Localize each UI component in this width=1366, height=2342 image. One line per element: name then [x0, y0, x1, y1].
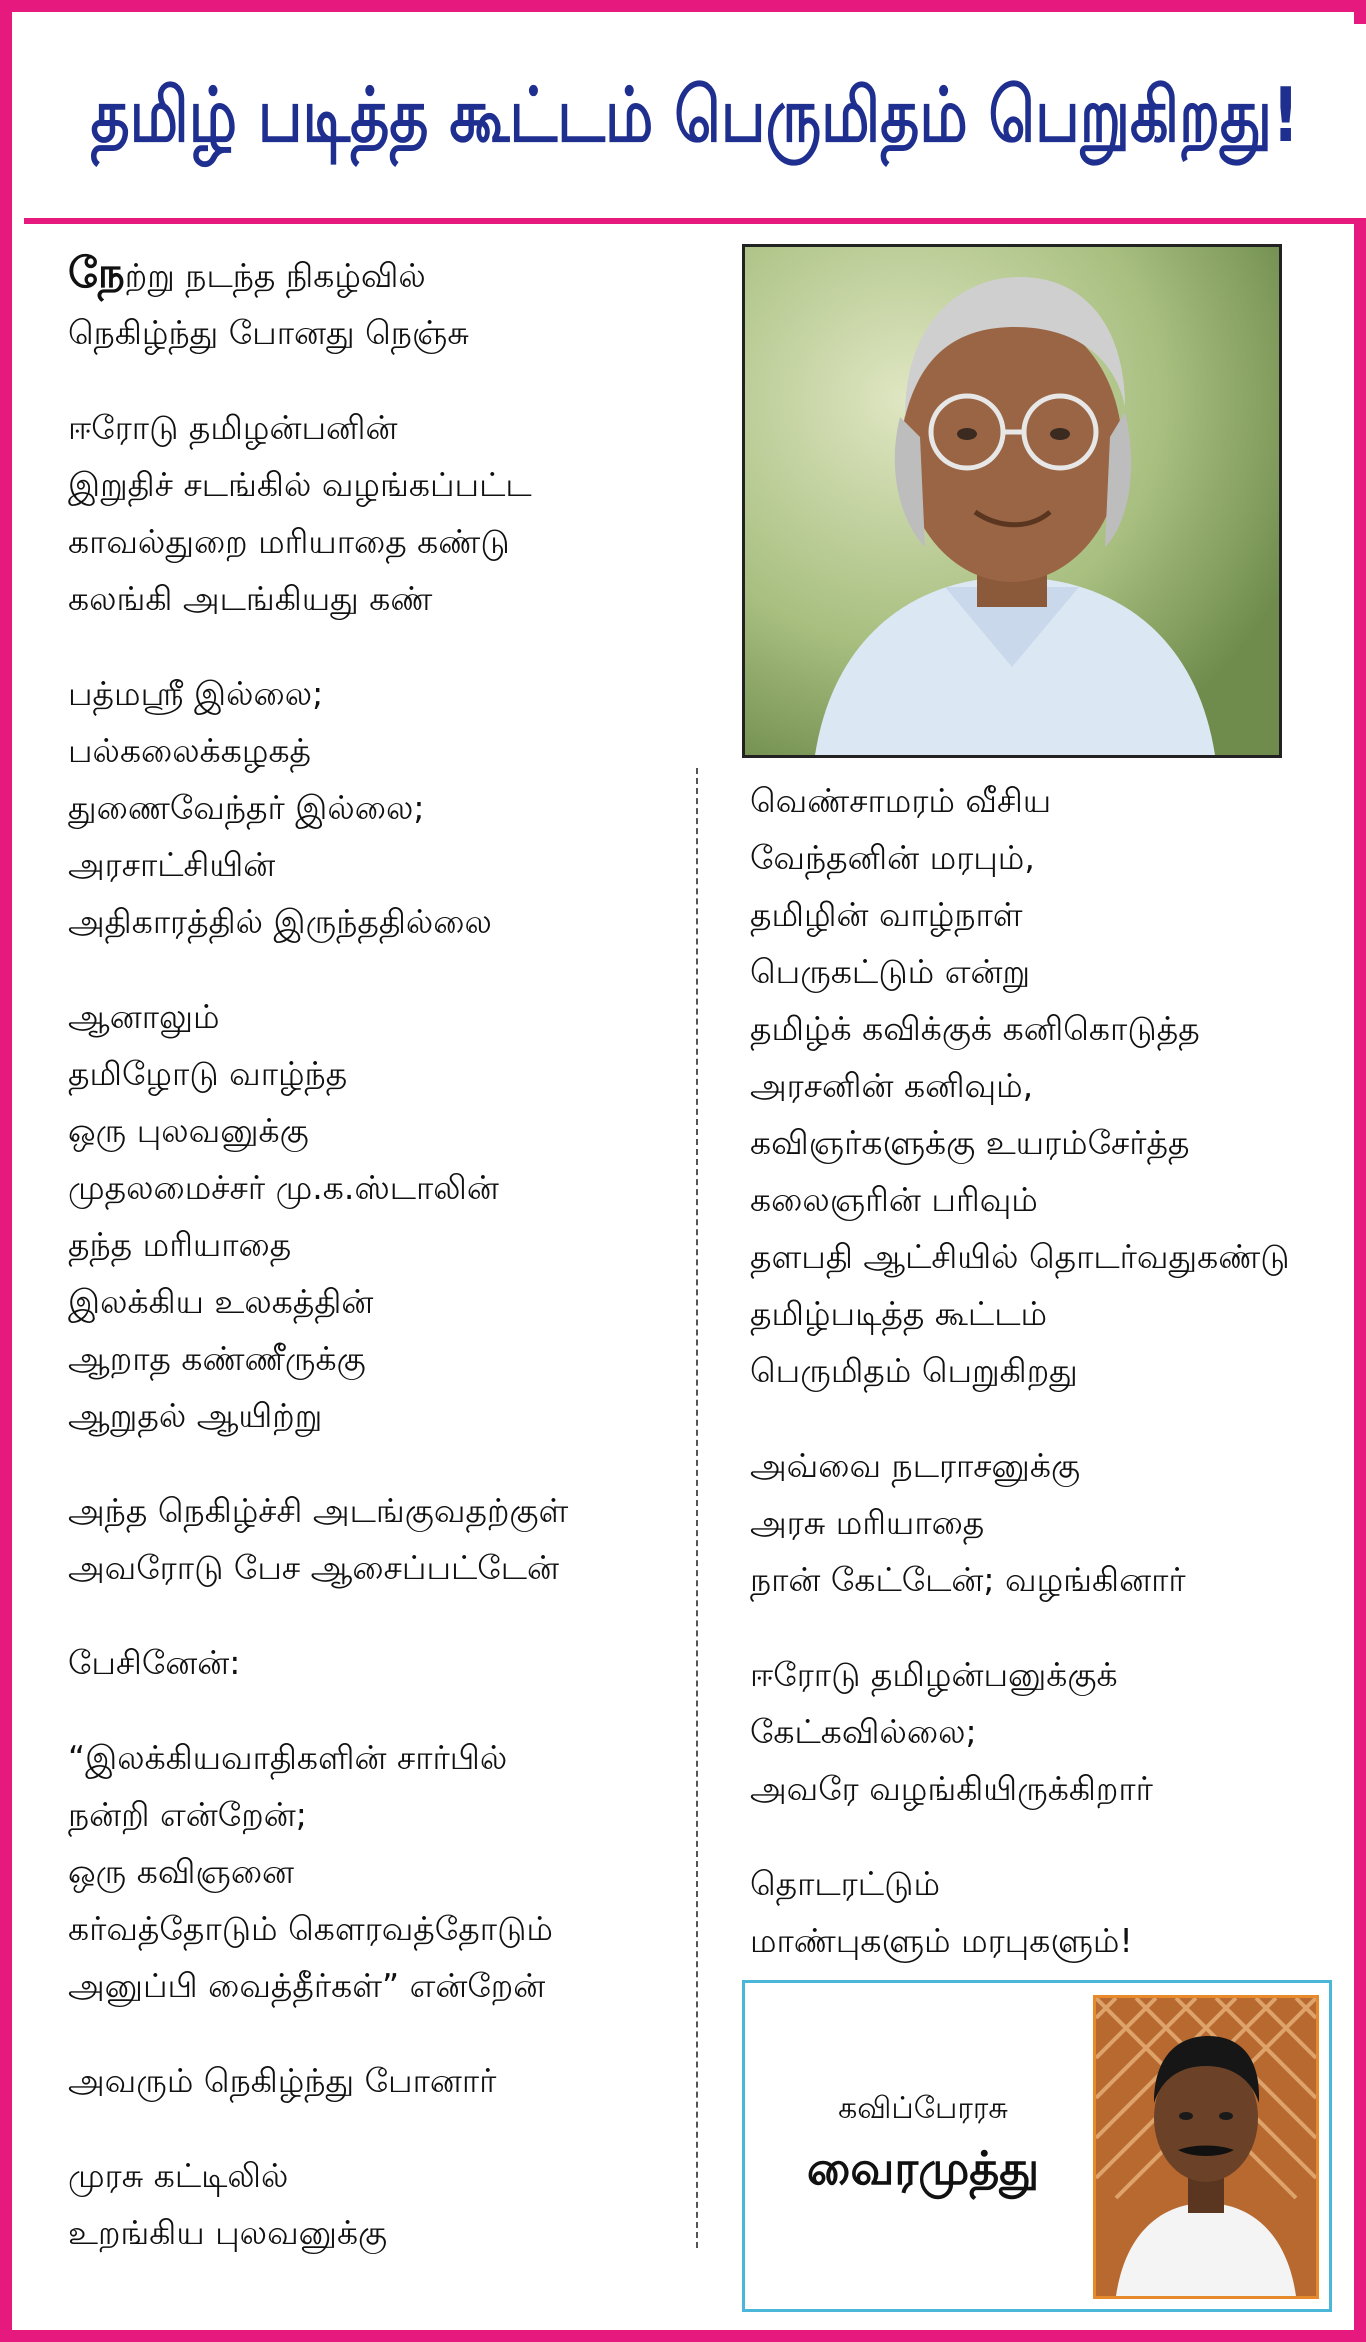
byline-box: [742, 1980, 1332, 2312]
stanza: [68, 1482, 688, 1596]
stanza: [68, 665, 688, 950]
byline-name: வைரமுத்து: [806, 2141, 1040, 2195]
poem-line: பத்மஸ்ரீ இல்லை;: [68, 674, 324, 713]
poem-line: முரசு கட்டிலில்: [68, 2156, 289, 2195]
poem-line: கர்வத்தோடும் கௌரவத்தோடும்: [68, 1909, 553, 1948]
headline-bar: [24, 24, 1366, 224]
stanza: [68, 2147, 688, 2261]
poem-line: ஆனாலும்: [68, 997, 220, 1036]
poem-line: தமிழின் வாழ்நாள்: [750, 895, 1023, 934]
poem-line: அனுப்பி வைத்தீர்கள்” என்றேன்: [68, 1966, 546, 2005]
portrait-photo: [742, 244, 1282, 758]
column-divider: [696, 768, 698, 2248]
poem-line: மாண்புகளும் மரபுகளும்!: [750, 1921, 1133, 1960]
poem-line: தமிழ்க் கவிக்குக் கனிகொடுத்த: [750, 1009, 1200, 1048]
stanza: [750, 1855, 1350, 1969]
poem-line: இறுதிச் சடங்கில் வழங்கப்பட்ட: [68, 465, 532, 504]
stanza: [68, 1729, 688, 2014]
poem-line: “இலக்கியவாதிகளின் சார்பில்: [68, 1738, 508, 1777]
dropcap: நே: [68, 248, 125, 297]
poem-line: தமிழோடு வாழ்ந்த: [68, 1054, 348, 1093]
poem-line: ஒரு புலவனுக்கு: [68, 1111, 309, 1150]
poem-line: பெருகட்டும் என்று: [750, 952, 1031, 991]
poem-line: ஆறுதல் ஆயிற்று: [68, 1396, 323, 1435]
poem-line: வேந்தனின் மரபும்,: [750, 838, 1035, 877]
poem-line: ஒரு கவிஞனை: [68, 1852, 295, 1891]
poem-line: வெண்சாமரம் வீசிய: [750, 781, 1052, 820]
poem-line: அரசாட்சியின்: [68, 845, 276, 884]
poem-line: கலங்கி அடங்கியது கண்: [68, 579, 433, 618]
poem-line: பல்கலைக்கழகத்: [68, 731, 312, 770]
stanza: [750, 1646, 1350, 1817]
poem-line: கலைஞரின் பரிவும்: [750, 1180, 1038, 1219]
stanza: [68, 1634, 688, 1691]
poem-line: அவரே வழங்கியிருக்கிறார்: [750, 1769, 1153, 1808]
poem-line: ஆறாத கண்ணீருக்கு: [68, 1339, 366, 1378]
stanza: [68, 2052, 688, 2109]
poem-line: தளபதி ஆட்சியில் தொடர்வதுகண்டு: [750, 1237, 1290, 1276]
byline-photo: [1093, 1995, 1319, 2299]
poem-line: அரசு மரியாதை: [750, 1503, 985, 1542]
poem-line: அந்த நெகிழ்ச்சி அடங்குவதற்குள்: [68, 1491, 569, 1530]
poem-line: ஈரோடு தமிழன்பனுக்குக்: [750, 1655, 1118, 1694]
poem-line: நெகிழ்ந்து போனது நெஞ்சு: [68, 313, 469, 352]
poem-line: தந்த மரியாதை: [68, 1225, 292, 1264]
right-column: [750, 772, 1350, 1969]
poem-line: ஈரோடு தமிழன்பனின்: [68, 408, 398, 447]
poem-line: இலக்கிய உலகத்தின்: [68, 1282, 374, 1321]
poem-line: பேசினேன்:: [68, 1643, 241, 1682]
poem-line: நன்றி என்றேன்;: [68, 1795, 307, 1834]
poem-line: அதிகாரத்தில் இருந்ததில்லை: [68, 902, 492, 941]
portrait-illustration: [745, 247, 1279, 755]
stanza: [68, 988, 688, 1444]
poem-line: தொடரட்டும்: [750, 1864, 941, 1903]
poem-line: கேட்கவில்லை;: [750, 1712, 977, 1751]
poem-line: முதலமைச்சர் மு.க.ஸ்டாலின்: [68, 1168, 499, 1207]
poem-line: தமிழ்படித்த கூட்டம்: [750, 1294, 1048, 1333]
left-column: [68, 244, 688, 2261]
poem-line: துணைவேந்தர் இல்லை;: [68, 788, 425, 827]
poem-line: காவல்துறை மரியாதை கண்டு: [68, 522, 510, 561]
poem-line: கவிஞர்களுக்கு உயரம்சேர்த்த: [750, 1123, 1190, 1162]
headline: தமிழ் படித்த கூட்டம் பெருமிதம் பெறுகிறது!: [90, 72, 1300, 160]
poem-line: பெருமிதம் பெறுகிறது: [750, 1351, 1078, 1390]
poem-line: அவரும் நெகிழ்ந்து போனார்: [68, 2061, 497, 2100]
poem-line: [68, 244, 688, 304]
stanza: [750, 1437, 1350, 1608]
byline-portrait-illustration: [1096, 1998, 1316, 2296]
byline-title: கவிப்பேரரசு: [838, 2091, 1008, 2126]
poem-line: அவ்வை நடராசனுக்கு: [750, 1446, 1081, 1485]
stanza: [68, 244, 688, 361]
stanza: [68, 399, 688, 627]
poem-line: அரசனின் கனிவும்,: [750, 1066, 1034, 1105]
poem-line: நான் கேட்டேன்; வழங்கினார்: [750, 1560, 1186, 1599]
poem-line-text: ற்று நடந்த நிகழ்வில்: [124, 256, 426, 295]
poem-line: அவரோடு பேச ஆசைப்பட்டேன்: [68, 1548, 559, 1587]
stanza: [750, 772, 1350, 1399]
poem-line: உறங்கிய புலவனுக்கு: [68, 2213, 388, 2252]
